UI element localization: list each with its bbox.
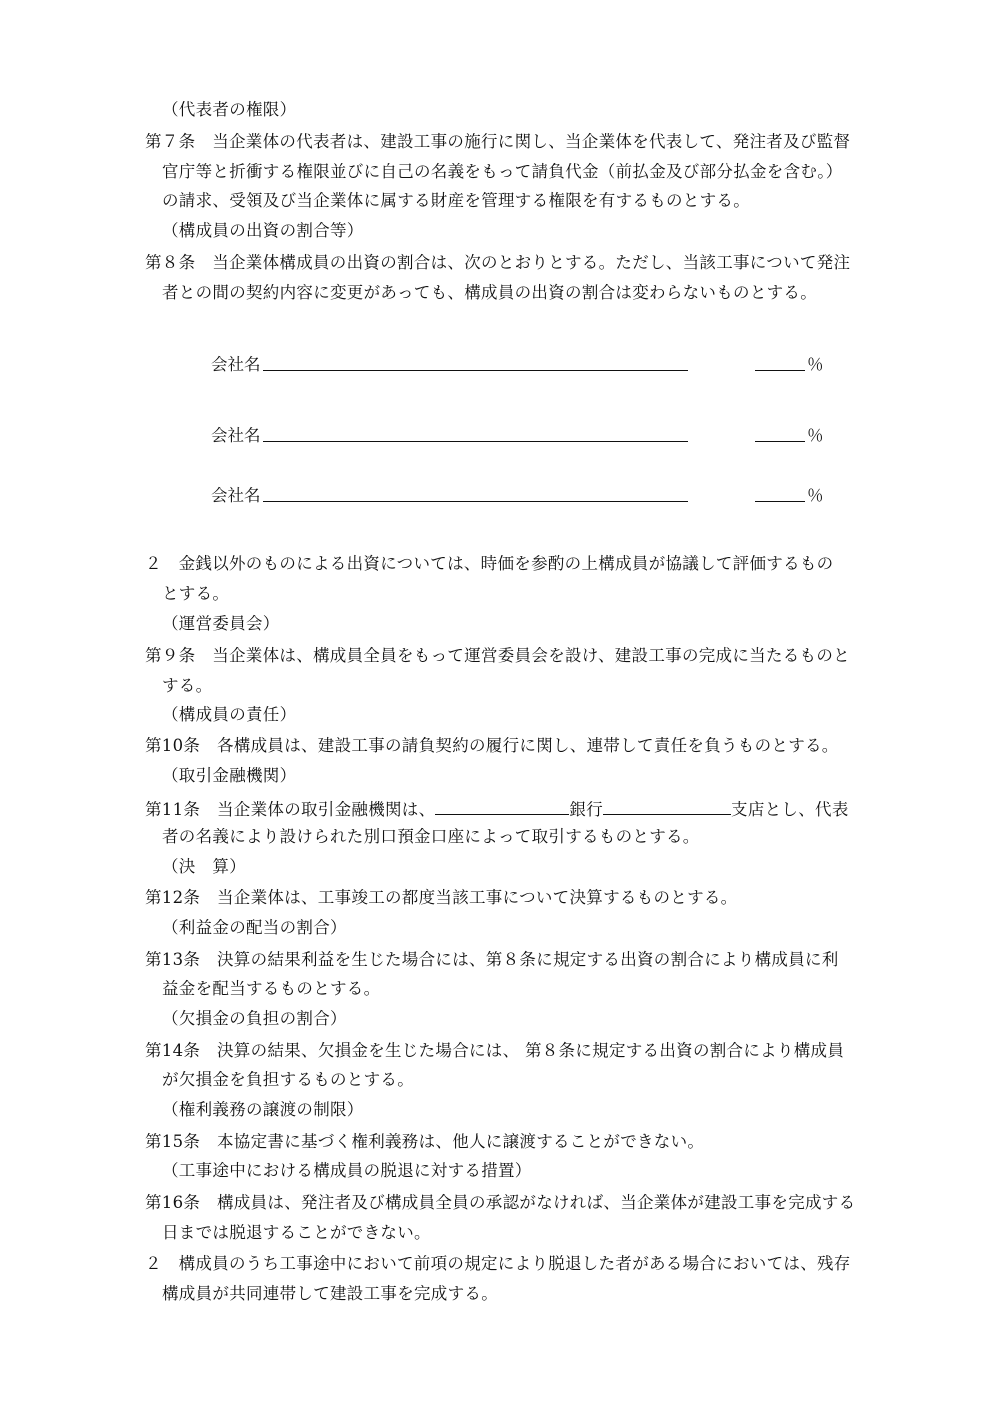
share-percent-blank[interactable] bbox=[755, 370, 805, 371]
article-15-heading: （権利義務の譲渡の制限） bbox=[162, 1100, 364, 1119]
article-13-text-line-2: 益金を配当するものとする。 bbox=[162, 979, 381, 998]
branch-name-blank[interactable] bbox=[603, 796, 731, 815]
article-7-heading: （代表者の権限） bbox=[162, 100, 297, 119]
article-16-paragraph-2-line-2: 構成員が共同連帯して建設工事を完成する。 bbox=[162, 1284, 498, 1303]
article-8-paragraph-2-line-1: ２ 金銭以外のものによる出資については、時価を参酌の上構成員が協議して評価するもの bbox=[145, 554, 834, 573]
article-8-paragraph-2-line-2: とする。 bbox=[162, 584, 230, 603]
article-11-heading: （取引金融機関） bbox=[162, 766, 297, 785]
branch-label: 支店とし、代表 bbox=[731, 800, 849, 819]
share-row-2 bbox=[211, 422, 831, 448]
article-11-prefix: 第11条 当企業体の取引金融機関は、 bbox=[145, 800, 436, 819]
article-14-heading: （欠損金の負担の割合） bbox=[162, 1009, 347, 1028]
article-10-text-line-1: 第10条 各構成員は、建設工事の請負契約の履行に関し、連帯して責任を負うものとする。 bbox=[145, 736, 839, 755]
percent-sign: ％ bbox=[807, 426, 824, 445]
article-10-heading: （構成員の責任） bbox=[162, 705, 297, 724]
company-name-blank[interactable] bbox=[263, 441, 688, 442]
article-8-text-line-2: 者との間の契約内容に変更があっても、構成員の出資の割合は変わらないものとする。 bbox=[162, 283, 818, 302]
article-7-text-line-1: 第７条 当企業体の代表者は、建設工事の施行に関し、当企業体を代表して、発注者及び監督 bbox=[145, 132, 851, 151]
article-13-heading: （利益金の配当の割合） bbox=[162, 918, 347, 937]
article-16-text-line-1: 第16条 構成員は、発注者及び構成員全員の承認がなければ、当企業体が建設工事を完成する bbox=[145, 1193, 856, 1212]
share-percent-blank[interactable] bbox=[755, 441, 805, 442]
company-name-blank[interactable] bbox=[263, 370, 688, 371]
percent-sign: ％ bbox=[807, 355, 824, 374]
article-12-text-line-1: 第12条 当企業体は、工事竣工の都度当該工事について決算するものとする。 bbox=[145, 888, 738, 907]
share-row-3 bbox=[211, 482, 831, 508]
article-8-text-line-1: 第８条 当企業体構成員の出資の割合は、次のとおりとする。ただし、当該工事について発注 bbox=[145, 253, 851, 272]
company-name-label: 会社名 bbox=[211, 486, 261, 505]
article-16-paragraph-2-line-1: ２ 構成員のうち工事途中において前項の規定により脱退した者がある場合においては、残存 bbox=[145, 1254, 851, 1273]
percent-sign: ％ bbox=[807, 486, 824, 505]
article-16-text-line-2: 日までは脱退することができない。 bbox=[162, 1223, 431, 1242]
company-name-blank[interactable] bbox=[263, 501, 688, 502]
share-percent-blank[interactable] bbox=[755, 501, 805, 502]
article-7-text-line-2: 官庁等と折衝する権限並びに自己の名義をもって請負代金（前払金及び部分払金を含む。） bbox=[162, 162, 843, 181]
article-11-text-line-2: 者の名義により設けられた別口預金口座によって取引するものとする。 bbox=[162, 827, 700, 846]
article-8-heading: （構成員の出資の割合等） bbox=[162, 221, 364, 240]
article-12-heading: （決 算） bbox=[162, 857, 246, 876]
article-15-text-line-1: 第15条 本協定書に基づく権利義務は、他人に譲渡することができない。 bbox=[145, 1132, 705, 1151]
article-14-text-line-2: が欠損金を負担するものとする。 bbox=[162, 1070, 414, 1089]
article-14-text-line-1: 第14条 決算の結果、欠損金を生じた場合には、 第８条に規定する出資の割合により構成員 bbox=[145, 1041, 845, 1060]
company-name-label: 会社名 bbox=[211, 426, 261, 445]
share-row-1 bbox=[211, 351, 831, 377]
article-13-text-line-1: 第13条 決算の結果利益を生じた場合には、第８条に規定する出資の割合により構成員に利 bbox=[145, 950, 839, 969]
bank-label: 銀行 bbox=[569, 800, 604, 819]
article-11-text-line-1 bbox=[145, 796, 849, 822]
article-9-heading: （運営委員会） bbox=[162, 614, 280, 633]
article-9-text-line-1: 第９条 当企業体は、構成員全員をもって運営委員会を設け、建設工事の完成に当たるものと bbox=[145, 646, 850, 665]
article-9-text-line-2: する。 bbox=[162, 676, 213, 695]
article-7-text-line-3: の請求、受領及び当企業体に属する財産を管理する権限を有するものとする。 bbox=[162, 191, 750, 210]
company-name-label: 会社名 bbox=[211, 355, 261, 374]
bank-name-blank[interactable] bbox=[435, 796, 569, 815]
article-16-heading: （工事途中における構成員の脱退に対する措置） bbox=[162, 1161, 532, 1180]
